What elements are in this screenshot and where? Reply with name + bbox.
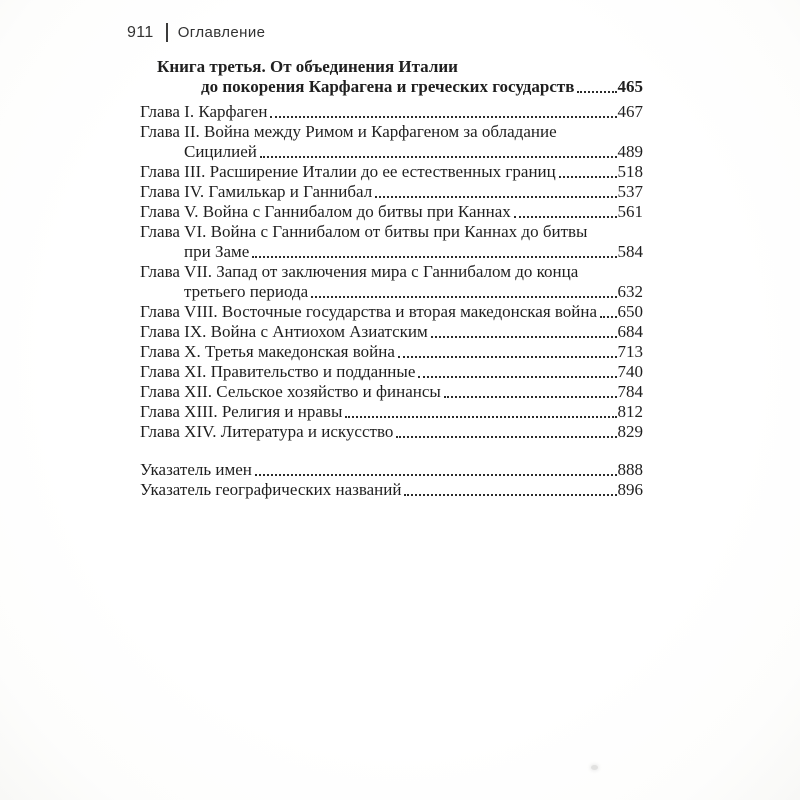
toc-page-number: 784 (617, 382, 643, 401)
toc-line (140, 182, 643, 202)
toc-entry-text: Глава VI. Война с Ганнибалом от битвы при Каннах до битвы (140, 222, 588, 241)
dot-leader (260, 156, 617, 158)
toc-line (140, 282, 643, 302)
toc-entry-text: Глава V. Война с Ганнибалом до битвы при Каннах (140, 202, 511, 221)
running-head (127, 23, 265, 42)
toc-line (140, 122, 643, 142)
dot-leader (311, 296, 616, 298)
dot-leader (514, 216, 617, 218)
index-list (140, 460, 643, 500)
toc-entry-text: Глава II. Война между Римом и Карфагеном за обладание (140, 122, 557, 141)
toc-page-number: 650 (617, 302, 643, 321)
toc-line (140, 202, 643, 222)
dot-leader (255, 474, 617, 476)
toc-line (140, 162, 643, 182)
toc-line (140, 422, 643, 442)
photo-speck (591, 765, 598, 770)
toc-entry-text: Глава XIII. Религия и нравы (140, 402, 343, 421)
toc-page-number: 489 (617, 142, 643, 161)
toc-entry-text: до покорения Карфагена и греческих государств (201, 77, 575, 96)
dot-leader (345, 416, 616, 418)
toc-page-number: 467 (617, 102, 643, 121)
table-of-contents (140, 57, 643, 500)
toc-line (140, 322, 643, 342)
dot-leader (404, 494, 616, 496)
toc-page-number: 537 (617, 182, 643, 201)
toc-line (140, 362, 643, 382)
toc-line (157, 57, 643, 77)
toc-page-number: 740 (617, 362, 643, 381)
chapter-list (140, 102, 643, 442)
dot-leader (600, 316, 616, 318)
toc-line (140, 242, 643, 262)
dot-leader (559, 176, 617, 178)
toc-page-number: 632 (617, 282, 643, 301)
dot-leader (375, 196, 616, 198)
toc-line (140, 302, 643, 322)
toc-page-number: 713 (617, 342, 643, 361)
toc-entry-text: Глава XIV. Литература и искусство (140, 422, 394, 441)
toc-page-number: 518 (617, 162, 643, 181)
toc-entry-text: Глава XI. Правительство и подданные (140, 362, 416, 381)
dot-leader (396, 436, 616, 438)
toc-page-number: 888 (617, 460, 643, 479)
toc-page-number: 584 (617, 242, 643, 261)
toc-page-number: 561 (617, 202, 643, 221)
page-number: 911 (127, 23, 154, 41)
dot-leader (418, 376, 616, 378)
toc-page-number: 896 (617, 480, 643, 499)
toc-line (140, 342, 643, 362)
toc-entry-text: Глава IV. Гамилькар и Ганнибал (140, 182, 373, 201)
toc-entry-text: Книга третья. От объединения Италии (157, 57, 458, 76)
toc-line (140, 222, 643, 242)
dot-leader (398, 356, 617, 358)
toc-entry-text: Указатель географических названий (140, 480, 402, 499)
toc-entry-text: Глава I. Карфаген (140, 102, 268, 121)
header-divider (166, 23, 168, 42)
toc-entry-text: Глава X. Третья македонская война (140, 342, 395, 361)
toc-page-number: 465 (617, 77, 643, 96)
toc-entry-text: Глава VII. Запад от заключения мира с Ганнибалом до конца (140, 262, 579, 281)
dot-leader (252, 256, 616, 258)
toc-entry-text: Указатель имен (140, 460, 252, 479)
book-heading (157, 57, 643, 97)
toc-entry-text: Глава XII. Сельское хозяйство и финансы (140, 382, 441, 401)
toc-entry-text: Сицилией (184, 142, 257, 161)
toc-line (157, 77, 643, 97)
toc-line (140, 142, 643, 162)
toc-entry-text: Глава IX. Война с Антиохом Азиатским (140, 322, 428, 341)
toc-line (140, 382, 643, 402)
toc-line (140, 460, 643, 480)
toc-line (140, 480, 643, 500)
toc-line (140, 402, 643, 422)
toc-entry-text: Глава III. Расширение Италии до ее естественных границ (140, 162, 556, 181)
header-title: Оглавление (177, 24, 266, 41)
toc-line (140, 262, 643, 282)
toc-line (140, 102, 643, 122)
dot-leader (577, 91, 616, 93)
toc-page-number: 684 (617, 322, 643, 341)
dot-leader (270, 116, 616, 118)
dot-leader (431, 336, 617, 338)
toc-entry-text: Глава VIII. Восточные государства и вторая македонская война (140, 302, 598, 321)
dot-leader (444, 396, 617, 398)
toc-entry-text: третьего периода (184, 282, 309, 301)
toc-entry-text: при Заме (184, 242, 250, 261)
toc-page-number: 812 (617, 402, 643, 421)
toc-page-number: 829 (617, 422, 643, 441)
